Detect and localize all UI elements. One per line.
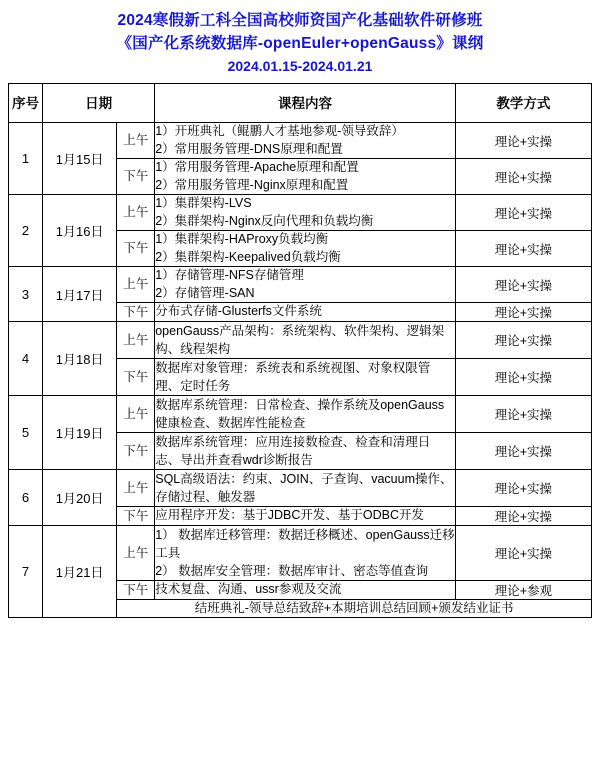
session-half: 下午 xyxy=(117,231,155,267)
row-date: 1月17日 xyxy=(43,267,117,322)
table-row xyxy=(9,267,592,303)
header-method: 教学方式 xyxy=(455,84,591,123)
session-method: 理论+实操 xyxy=(455,159,591,195)
session-half: 下午 xyxy=(117,433,155,470)
content-item: 2）存储管理-SAN xyxy=(155,285,255,300)
title-line-1: 2024寒假新工科全国高校师资国产化基础软件研修班 xyxy=(117,12,483,29)
session-half: 上午 xyxy=(117,526,155,581)
session-method: 理论+实操 xyxy=(455,470,591,507)
content-item: 2）集群架构-Keepalived负载均衡 xyxy=(155,249,341,264)
session-half: 上午 xyxy=(117,322,155,359)
session-method: 理论+实操 xyxy=(455,322,591,359)
session-content xyxy=(155,581,456,600)
session-content xyxy=(155,159,456,195)
table-row xyxy=(9,526,592,581)
session-method: 理论+实操 xyxy=(455,433,591,470)
row-date: 1月20日 xyxy=(43,470,117,526)
session-half: 上午 xyxy=(117,267,155,303)
session-content xyxy=(155,303,456,322)
session-half: 下午 xyxy=(117,581,155,600)
session-half: 上午 xyxy=(117,123,155,159)
row-no: 2 xyxy=(9,195,43,267)
row-no: 3 xyxy=(9,267,43,322)
session-half: 下午 xyxy=(117,507,155,526)
session-method: 理论+实操 xyxy=(455,195,591,231)
table-row xyxy=(9,322,592,359)
content-text: 技术复盘、沟通、ussr参观及交流 xyxy=(155,582,342,597)
table-row xyxy=(9,396,592,433)
row-date: 1月21日 xyxy=(43,526,117,618)
session-content xyxy=(155,396,456,433)
row-no: 5 xyxy=(9,396,43,470)
header-content: 课程内容 xyxy=(155,84,456,123)
closing-ceremony-text: 结班典礼-领导总结致辞+本期培训总结回顾+颁发结业证书 xyxy=(117,600,592,618)
session-method: 理论+实操 xyxy=(455,359,591,396)
row-date: 1月19日 xyxy=(43,396,117,470)
session-method: 理论+实操 xyxy=(455,303,591,322)
session-half: 上午 xyxy=(117,470,155,507)
session-method: 理论+参观 xyxy=(455,581,591,600)
session-method: 理论+实操 xyxy=(455,267,591,303)
table-row xyxy=(9,470,592,507)
row-no: 1 xyxy=(9,123,43,195)
table-header-row xyxy=(9,84,592,123)
table-row xyxy=(9,195,592,231)
session-half: 上午 xyxy=(117,195,155,231)
session-content xyxy=(155,507,456,526)
content-item: 2）集群架构-Nginx反向代理和负载均衡 xyxy=(155,213,374,228)
session-content xyxy=(155,526,456,581)
session-content xyxy=(155,195,456,231)
header-date: 日期 xyxy=(43,84,155,123)
session-content xyxy=(155,123,456,159)
content-item: 1）开班典礼（鲲鹏人才基地参观-领导致辞） xyxy=(155,124,404,138)
session-method: 理论+实操 xyxy=(455,231,591,267)
content-item: 2） 数据库安全管理：数据库审计、密态等值查询 xyxy=(155,564,429,578)
content-item: 1） 数据库迁移管理：数据迁移概述、openGauss迁移工具 xyxy=(155,528,455,560)
session-half: 下午 xyxy=(117,359,155,396)
table-row xyxy=(9,123,592,159)
session-method: 理论+实操 xyxy=(455,507,591,526)
row-no: 7 xyxy=(9,526,43,618)
content-text: 数据库系统管理：应用连接数检查、检查和清理日志、导出并查看wdr诊断报告 xyxy=(155,435,431,467)
content-text: 应用程序开发：基于JDBC开发、基于ODBC开发 xyxy=(155,508,424,523)
row-no: 4 xyxy=(9,322,43,396)
content-item: 1）集群架构-LVS xyxy=(155,196,252,210)
row-date: 1月16日 xyxy=(43,195,117,267)
session-half: 上午 xyxy=(117,396,155,433)
session-half: 下午 xyxy=(117,303,155,322)
document-title xyxy=(8,8,592,83)
content-item: 2）常用服务管理-DNS原理和配置 xyxy=(155,141,343,156)
session-method: 理论+实操 xyxy=(455,123,591,159)
content-text: openGauss产品架构：系统架构、软件架构、逻辑架构、线程架构 xyxy=(155,324,445,356)
session-method: 理论+实操 xyxy=(455,396,591,433)
session-content xyxy=(155,322,456,359)
content-text: 数据库对象管理：系统表和系统视图、对象权限管理、定时任务 xyxy=(155,361,431,393)
schedule-table xyxy=(8,83,592,618)
row-date: 1月18日 xyxy=(43,322,117,396)
title-line-2: 《国产化系统数据库-openEuler+openGauss》课纲 xyxy=(116,35,484,52)
content-text: 数据库系统管理：日常检查、操作系统及openGauss健康检查、数据库性能检查 xyxy=(155,398,445,430)
content-text: 分布式存储-Glusterfs文件系统 xyxy=(155,304,322,319)
content-item: 1）常用服务管理-Apache原理和配置 xyxy=(155,160,359,174)
session-content xyxy=(155,267,456,303)
row-no: 6 xyxy=(9,470,43,526)
title-line-3: 2024.01.15-2024.01.21 xyxy=(227,58,373,74)
header-no: 序号 xyxy=(9,84,43,123)
content-text: SQL高级语法：约束、JOIN、子查询、vacuum操作、存储过程、触发器 xyxy=(155,472,453,504)
session-content xyxy=(155,470,456,507)
session-half: 下午 xyxy=(117,159,155,195)
row-date: 1月15日 xyxy=(43,123,117,195)
content-item: 1）集群架构-HAProxy负载均衡 xyxy=(155,232,329,246)
content-item: 2）常用服务管理-Nginx原理和配置 xyxy=(155,177,349,192)
session-content xyxy=(155,433,456,470)
session-content xyxy=(155,359,456,396)
content-item: 1）存储管理-NFS存储管理 xyxy=(155,268,304,282)
session-method: 理论+实操 xyxy=(455,526,591,581)
session-content xyxy=(155,231,456,267)
